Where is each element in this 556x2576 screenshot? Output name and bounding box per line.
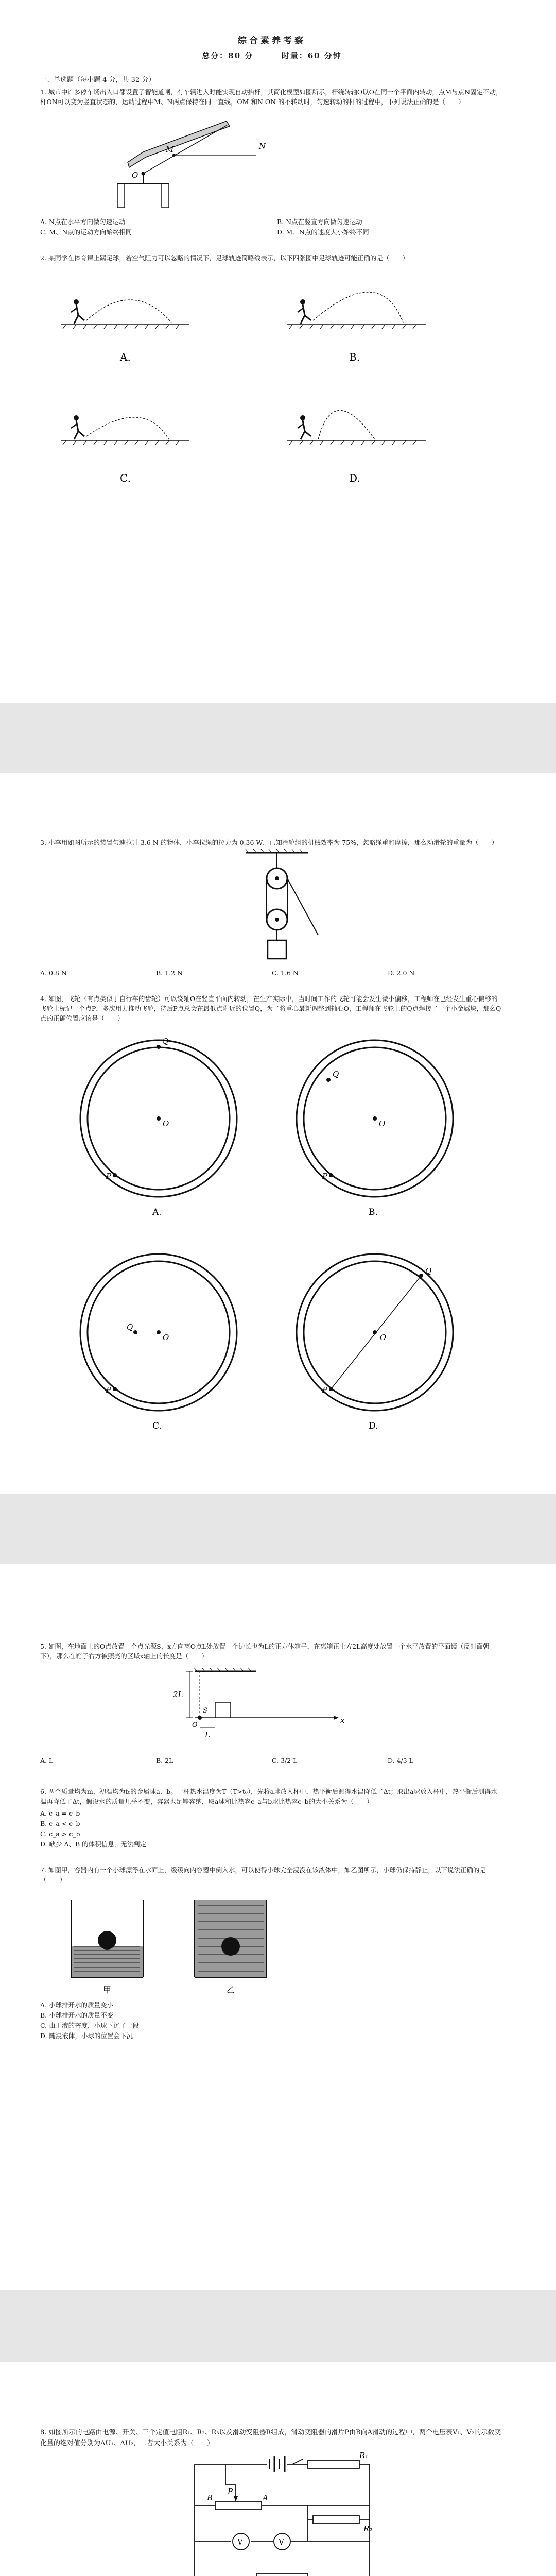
container-jia xyxy=(71,1900,143,1995)
question-2-figure xyxy=(40,263,503,505)
question-4-text: 4. 如图，飞轮（有点类似于自行车的齿轮）可以绕轴O在竖直平面内转动，在生产实际中，当时间工作的飞轮可能会发生微小偏移，工程师在已经发生重心偏移的飞轮上标记一个点P，多次用力推动飞轮，待后P点总会在最低点附近的位置Q，为了将重心最新调整到轴心O，工程师在飞轮上的Q点焊接了一个小金属块，那么Q点的正确位置应该是（ ） xyxy=(40,995,501,1022)
question-3-options xyxy=(40,968,503,978)
label-o: O xyxy=(132,171,138,180)
label-l: L xyxy=(205,1730,210,1739)
page-2 xyxy=(0,773,556,1494)
question-2-text: 2. 某同学在体育课上踢足球，若空气阻力可以忽略的情况下，足球轨迹简略线表示，以下四张图中足球轨迹可能正确的是（ ） xyxy=(40,254,409,262)
point-q: Q xyxy=(333,1070,339,1079)
time-label: 时量：60 分钟 xyxy=(281,51,342,60)
question-8-text: 8. 如图所示的电路由电源、开关、三个定值电阻R₁、R₂、R₃以及滑动变阻器R组成，滑动变阻器的滑片P由B向A滑动的过程中，两个电压表V₁、V₂的示数变化量的绝对值分别为ΔU₁、ΔU₂，二者大小关系为（ ） xyxy=(40,2429,501,2447)
question-6-text: 6. 两个质量均为m，初温均为t₀的金属球a、b。一杯热水温度为T（T>t₀），先将a球放入杯中，热平衡后测得水温降低了Δt；取出a球放入杯中，热平衡后测得水温再降低了Δt，假设水的质量几乎不变，容器也足够容纳，取a球和比热容c_a与b球比热容c_b的大小关系为（ ） xyxy=(40,1788,498,1805)
question-6-options xyxy=(40,1808,503,1850)
label-c: C. xyxy=(152,1421,162,1431)
option-b: B. 2L xyxy=(156,1757,173,1765)
option-d: D. 缺少 A、B 的体积信息，无法判定 xyxy=(40,1840,147,1848)
page-3 xyxy=(0,1564,556,2290)
label-d: D. xyxy=(349,472,360,484)
label-jia: 甲 xyxy=(103,1985,112,1995)
page-1-content xyxy=(40,33,503,507)
voltmeter-v2: V xyxy=(279,2537,284,2547)
label-p: P xyxy=(228,2487,233,2496)
page-gap-1 xyxy=(0,703,556,773)
trajectory-a xyxy=(61,299,189,363)
question-1-options xyxy=(40,217,503,238)
question-1-figure xyxy=(40,107,503,215)
point-p: P xyxy=(106,1172,112,1181)
option-b: B. 小球排开水的质量不变 xyxy=(40,2011,114,2019)
label-2l: 2L xyxy=(173,1690,183,1699)
option-c: C. c_a > c_b xyxy=(40,1830,80,1838)
label-r2: R₂ xyxy=(363,2524,373,2533)
label-a: A xyxy=(263,2493,268,2502)
option-b: B. N点在竖直方向做匀速运动 xyxy=(277,218,362,226)
label-a: A. xyxy=(120,351,131,363)
label-b: B. xyxy=(349,351,360,363)
exam-title: 综合素养考察 xyxy=(238,36,306,46)
score-label: 总分：80 分 xyxy=(202,51,254,60)
option-d: D. 4/3 L xyxy=(388,1757,413,1765)
page-2-content xyxy=(40,835,503,1468)
label-c: C. xyxy=(120,472,131,484)
label-yi: 乙 xyxy=(227,1985,235,1995)
trajectory-b xyxy=(287,292,426,363)
point-q: Q xyxy=(425,1266,432,1276)
trajectory-c xyxy=(61,415,189,484)
option-b: B. 1.2 N xyxy=(156,969,183,977)
point-o: O xyxy=(163,1333,169,1342)
option-c: C. 3/2 L xyxy=(272,1757,298,1765)
point-q: Q xyxy=(162,1037,169,1046)
option-b: B. c_a < c_b xyxy=(40,1820,80,1827)
question-4-figure xyxy=(40,1023,503,1466)
option-c: C. M、N点的运动方向始终相同 xyxy=(40,228,132,236)
question-5-text: 5. 如图，在地面上的O点放置一个点光源S，x方向离O点L处放置一个边长也为L的正方体箱子，在离箱正上方2L高度处放置一个水平放置的平面镜（反射面朝下），那么在箱子右方被照亮的区域x轴上的长度是（ ） xyxy=(40,1642,490,1660)
page-4 xyxy=(0,2362,556,2576)
trajectory-d xyxy=(287,411,426,485)
label-b: B. xyxy=(369,1207,378,1217)
option-a: A. 0.8 N xyxy=(40,969,67,977)
container-yi xyxy=(195,1900,267,1995)
option-a: A. L xyxy=(40,1757,54,1765)
flywheel-c xyxy=(80,1254,237,1431)
point-q: Q xyxy=(127,1323,133,1332)
page-4-content xyxy=(40,2424,503,2576)
section-1-heading: 一、单选题（每小题 4 分，共 32 分） xyxy=(40,76,155,84)
option-c: C. 1.6 N xyxy=(272,969,299,977)
label-m: M xyxy=(166,145,174,154)
page-3-content xyxy=(40,1638,503,2041)
option-c: C. 由于液的密度，小球下沉了一段 xyxy=(40,2022,140,2029)
question-3-figure xyxy=(40,848,503,966)
label-o: O xyxy=(192,1721,198,1729)
point-p: P xyxy=(106,1385,112,1395)
question-7-options xyxy=(40,2000,503,2041)
option-d: D. M、N点的速度大小始终不同 xyxy=(277,228,369,236)
option-a: A. c_a = c_b xyxy=(40,1809,80,1817)
page-1 xyxy=(0,0,556,703)
label-a: A. xyxy=(152,1207,162,1217)
flywheel-a xyxy=(80,1037,237,1217)
voltmeter-v1: V xyxy=(237,2537,243,2547)
option-a: A. 小球排开水的质量变小 xyxy=(40,2001,113,2009)
point-p: P xyxy=(322,1172,328,1181)
exam-subtitle xyxy=(40,50,503,61)
label-s: S xyxy=(203,1707,207,1715)
point-o: O xyxy=(379,1119,386,1128)
question-1-text: 1. 城市中许多停车场出入口都设置了智能道闸，有车辆进入时能实现自动抬杆，其简化模型如图所示，杆绕转轴O以O在同一个平面内转动，点M与点N固定不动，杆ON可以变为竖直状态的，运动过程中M、N两点保持在同一直线，OM 和N ON 的不转动时，匀速转动的杆的过程中，下列说法正确的是（ ） xyxy=(40,88,502,106)
point-o: O xyxy=(163,1119,169,1128)
point-p: P xyxy=(322,1385,328,1395)
label-x: x xyxy=(340,1716,345,1725)
option-d: D. 随浸液体，小球的位置会下沉 xyxy=(40,2032,133,2040)
option-d: D. 2.0 N xyxy=(388,969,415,977)
label-r1: R₁ xyxy=(359,2451,369,2460)
question-8-circuit xyxy=(40,2449,503,2576)
question-7-text: 7. 如图甲，容器内有一个小球漂浮在水面上，缓缓向内容器中倒入水，可以使得小球完全浸没在该液体中，如乙图所示，小球仍保持静止，以下说法正确的是（ ） xyxy=(40,1866,486,1884)
question-3-text: 3. 小李用如图所示的装置匀速拉升 3.6 N 的物体，小李拉绳的拉力为 0.36 W，已知滑轮组的机械效率为 75%，忽略绳重和摩擦，那么动滑轮的重量为（ ） xyxy=(40,839,498,846)
flywheel-b xyxy=(297,1040,453,1217)
label-d: D. xyxy=(369,1421,378,1431)
option-a: A. N点在水平方向做匀速运动 xyxy=(40,218,126,226)
page-gap-2 xyxy=(0,1494,556,1564)
page-gap-3 xyxy=(0,2290,556,2362)
point-o: O xyxy=(380,1333,387,1342)
question-7-figure xyxy=(40,1885,503,1998)
flywheel-d xyxy=(297,1254,453,1431)
label-b: B xyxy=(207,2493,213,2502)
question-5-figure xyxy=(40,1661,503,1754)
question-5-options xyxy=(40,1756,503,1766)
label-n: N xyxy=(259,142,266,151)
